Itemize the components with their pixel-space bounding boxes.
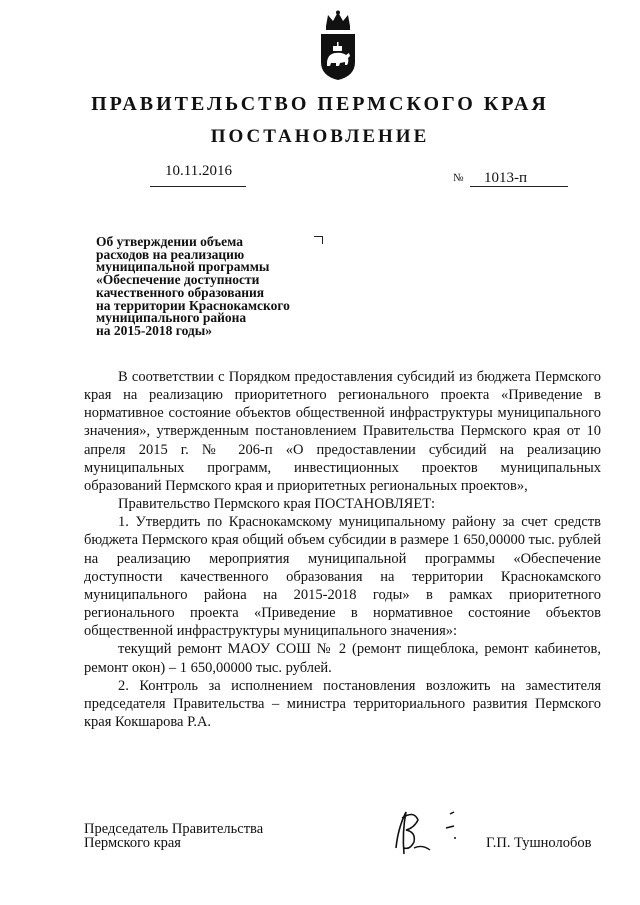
subject-line: на территории Краснокамского [96,297,290,313]
signatory-title [84,822,263,850]
date-underline [150,186,246,187]
signatory-name: Г.П. Тушнолобов [486,835,592,851]
signatory-title-line: Председатель Правительства [84,821,264,837]
subject-line: Об утверждении объема [96,234,243,249]
document-type: ПОСТАНОВЛЕНИЕ [210,126,430,147]
decree-paragraph: Правительство Пермского края ПОСТАНОВЛЯЕТ: [118,496,436,513]
subject-line: муниципальной программы [96,259,270,275]
subject-line: на 2015-2018 годы» [96,322,213,338]
handwritten-signature [384,804,474,860]
coat-of-arms-icon [318,10,358,82]
document-date: 10.11.2016 [165,163,232,179]
subject-line: качественного образования [96,284,265,300]
item-2-paragraph: 2. Контроль за исполнением постановления возложить на заместителя председателя Правительства – министра территориального развития Пермского края Кокшарова Р.А. [84,677,601,730]
document-body [84,368,601,731]
number-underline [470,186,568,187]
subject-line: расходов на реализацию [96,246,245,262]
document-number: 1013-п [484,170,528,186]
subject-line: «Обеспечение доступности [96,272,260,288]
subject-block [96,236,326,338]
item-1-paragraph: 1. Утвердить по Краснокамскому муниципальному району за счет средств бюджета Пермского края общий объем субсидии в размере 1 650,00000 тыс. рублей на реализацию мероприятия муниципальной программы «Обеспечение доступности качественного образования на территории Краснокамского муниципального района на 2015-2018 годы» в рамках приоритетного регионального проекта «Приведение в нормативное состояние объектов общественной инфраструктуры муниципального значения»: [84,514,601,640]
signatory-title-line: Пермского края [84,835,181,851]
preamble-paragraph: В соответствии с Порядком предоставления субсидий из бюджета Пермского края на реализацию приоритетного регионального проекта «Приведение в нормативное состояние объектов общественной инфраструктуры муниципального значения», утвержденным постановлением Правительства Пермского края от 10 апреля 2015 г. № 206-п «О предоставлении субсидий на реализацию муниципальных программ, инвестиционных проектов муниципальных образований Пермского края и приоритетных региональных проектов», [84,369,601,494]
corner-bracket [314,236,323,244]
item-1-detail-paragraph: текущий ремонт МАОУ СОШ № 2 (ремонт пищеблока, ремонт кабинетов, ремонт окон) – 1 650,00000 тыс. рублей. [84,641,601,676]
subject-line: муниципального района [96,310,247,326]
number-sign: № [453,172,464,184]
government-title: ПРАВИТЕЛЬСТВО ПЕРМСКОГО КРАЯ [91,93,549,115]
